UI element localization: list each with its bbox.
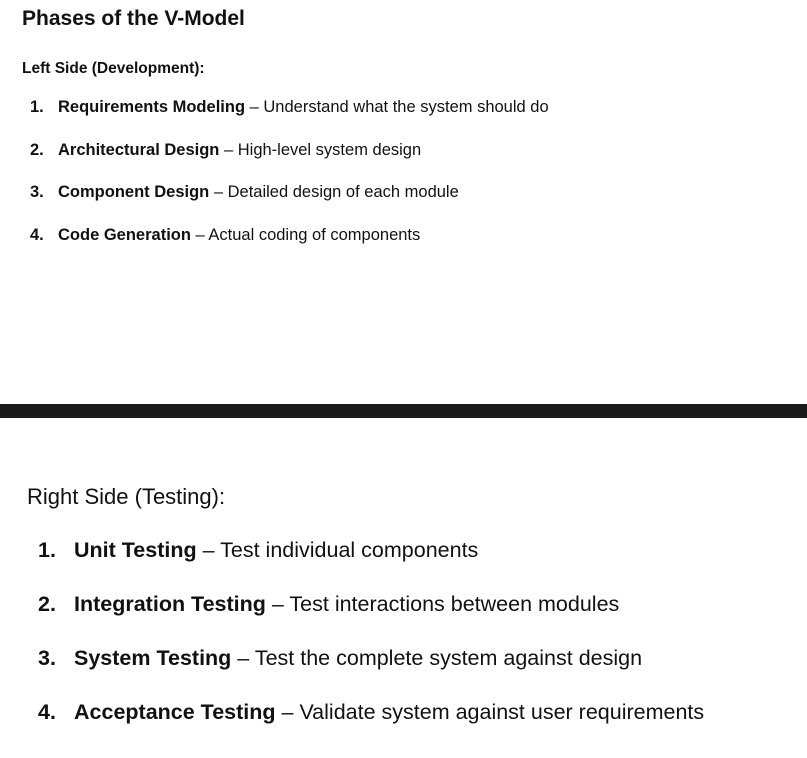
item-number: 3.	[30, 183, 44, 201]
phase-name: Integration Testing	[74, 592, 266, 616]
phase-description: Test interactions between modules	[289, 592, 620, 616]
phase-description: Understand what the system should do	[263, 98, 549, 116]
testing-heading: Right Side (Testing):	[27, 484, 226, 509]
page-title: Phases of the V-Model	[22, 7, 245, 30]
phase-name: Requirements Modeling	[58, 98, 246, 116]
testing-panel	[0, 418, 807, 758]
item-number: 1.	[38, 538, 56, 562]
phase-description: Detailed design of each module	[227, 183, 459, 201]
phase-description: Actual coding of components	[208, 226, 421, 244]
list-item	[30, 183, 459, 202]
dash-separator: –	[231, 646, 255, 670]
list-item	[30, 98, 549, 117]
item-number: 2.	[38, 592, 56, 616]
item-number: 3.	[38, 646, 56, 670]
phase-description: High-level system design	[237, 141, 422, 159]
list-item	[30, 141, 421, 160]
item-number: 4.	[30, 226, 44, 244]
dash-separator: –	[196, 538, 221, 562]
dash-separator: –	[245, 98, 264, 116]
development-heading: Left Side (Development):	[22, 60, 205, 77]
list-item	[38, 700, 704, 725]
phase-name: Component Design	[58, 183, 210, 201]
phase-name: Unit Testing	[74, 538, 197, 562]
dash-separator: –	[275, 700, 300, 724]
list-item	[38, 538, 478, 563]
phase-description: Test individual components	[220, 538, 479, 562]
phase-name: Architectural Design	[58, 141, 220, 159]
item-number: 1.	[30, 98, 44, 116]
dash-separator: –	[265, 592, 290, 616]
phase-description: Validate system against user requirements	[299, 700, 705, 724]
list-item	[38, 592, 619, 617]
item-number: 2.	[30, 141, 44, 159]
dash-separator: –	[209, 183, 228, 201]
dash-separator: –	[219, 141, 238, 159]
phase-description: Test the complete system against design	[254, 646, 643, 670]
phase-name: Code Generation	[58, 226, 191, 244]
list-item	[38, 646, 642, 671]
dash-separator: –	[190, 226, 209, 244]
list-item	[30, 226, 420, 245]
phase-name: Acceptance Testing	[74, 700, 276, 724]
section-divider	[0, 404, 807, 418]
phase-name: System Testing	[74, 646, 232, 670]
item-number: 4.	[38, 700, 56, 724]
